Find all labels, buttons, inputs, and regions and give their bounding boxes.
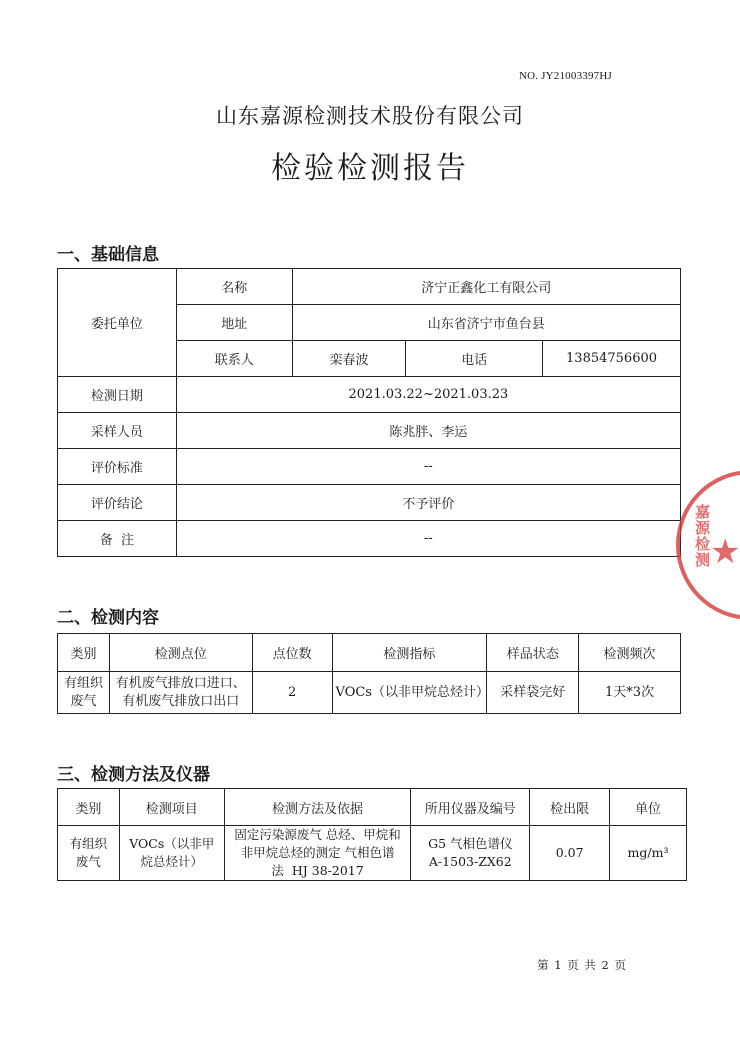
method-line: 固定污染源废气 总烃、甲烷和 [234, 827, 401, 842]
category-line: 废气 [75, 854, 101, 869]
instrument-line: G5 气相色谱仪 [428, 836, 513, 851]
header-instrument: 所用仪器及编号 [411, 789, 530, 826]
item-line: 烷总烃计） [140, 854, 204, 869]
category-line: 废气 [70, 693, 97, 709]
instrument-line: A-1503-ZX62 [428, 854, 512, 869]
sampler-value: 陈兆胖、李运 [176, 413, 680, 449]
method-cell [224, 826, 411, 881]
report-number: NO. JY21003397HJ [518, 70, 612, 82]
client-label: 委托单位 [58, 269, 177, 377]
header-frequency: 检测频次 [579, 634, 681, 672]
name-label: 名称 [176, 269, 292, 305]
address-label: 地址 [176, 305, 292, 341]
phone-label: 电话 [406, 341, 543, 377]
method-instrument-table [57, 788, 687, 881]
remark-label: 备 注 [58, 521, 177, 557]
phone-value: 13854756600 [543, 341, 681, 377]
conclusion-label: 评价结论 [58, 485, 177, 521]
header-category: 类别 [58, 634, 110, 672]
category-line: 有组织 [63, 675, 103, 691]
frequency-cell: 1天*3次 [579, 672, 681, 714]
company-name: 山东嘉源检测技术股份有限公司 [216, 104, 524, 128]
indicator-cell: VOCs（以非甲烷总烃计） [332, 672, 487, 714]
address-value: 山东省济宁市鱼台县 [292, 305, 680, 341]
section-content-heading: 二、检测内容 [57, 608, 159, 628]
points-line: 有机废气排放口进口、 [115, 675, 246, 691]
page-number: 第 1 页 共 2 页 [537, 958, 627, 972]
header-item: 检测项目 [119, 789, 224, 826]
header-count: 点位数 [252, 634, 332, 672]
header-method: 检测方法及依据 [224, 789, 411, 826]
document-title: 检验检测报告 [271, 151, 469, 186]
header-limit: 检出限 [530, 789, 610, 826]
section-method-heading: 三、检测方法及仪器 [57, 765, 210, 785]
contact-label: 联系人 [176, 341, 292, 377]
points-cell [109, 672, 252, 714]
sampler-label: 采样人员 [58, 413, 177, 449]
seal-star-icon: ★ [710, 532, 740, 572]
red-seal-stamp [676, 470, 740, 620]
header-category: 类别 [58, 789, 120, 826]
test-content-table [57, 633, 681, 714]
remark-value: -- [176, 521, 680, 557]
header-unit: 单位 [610, 789, 687, 826]
contact-value: 栾春波 [292, 341, 406, 377]
seal-text: 嘉源检测 [693, 504, 711, 568]
header-indicator: 检测指标 [332, 634, 487, 672]
sample-state-cell: 采样袋完好 [487, 672, 579, 714]
item-line: VOCs（以非甲 [129, 836, 215, 851]
standard-value: -- [176, 449, 680, 485]
unit-cell: mg/m³ [610, 826, 687, 881]
count-cell: 2 [252, 672, 332, 714]
instrument-cell [411, 826, 530, 881]
category-cell [58, 672, 110, 714]
header-points: 检测点位 [109, 634, 252, 672]
limit-cell: 0.07 [530, 826, 610, 881]
category-cell [58, 826, 120, 881]
item-cell [119, 826, 224, 881]
points-line: 有机废气排放口出口 [122, 693, 240, 709]
standard-label: 评价标准 [58, 449, 177, 485]
date-label: 检测日期 [58, 377, 177, 413]
header-sample-state: 样品状态 [487, 634, 579, 672]
section-basic-info-heading: 一、基础信息 [57, 245, 159, 265]
date-value: 2021.03.22~2021.03.23 [176, 377, 680, 413]
name-value: 济宁正鑫化工有限公司 [292, 269, 680, 305]
method-line: 法 HJ 38-2017 [271, 863, 364, 878]
category-line: 有组织 [69, 836, 108, 851]
basic-info-table [57, 268, 681, 557]
conclusion-value: 不予评价 [176, 485, 680, 521]
method-line: 非甲烷总烃的测定 气相色谱 [240, 845, 395, 860]
